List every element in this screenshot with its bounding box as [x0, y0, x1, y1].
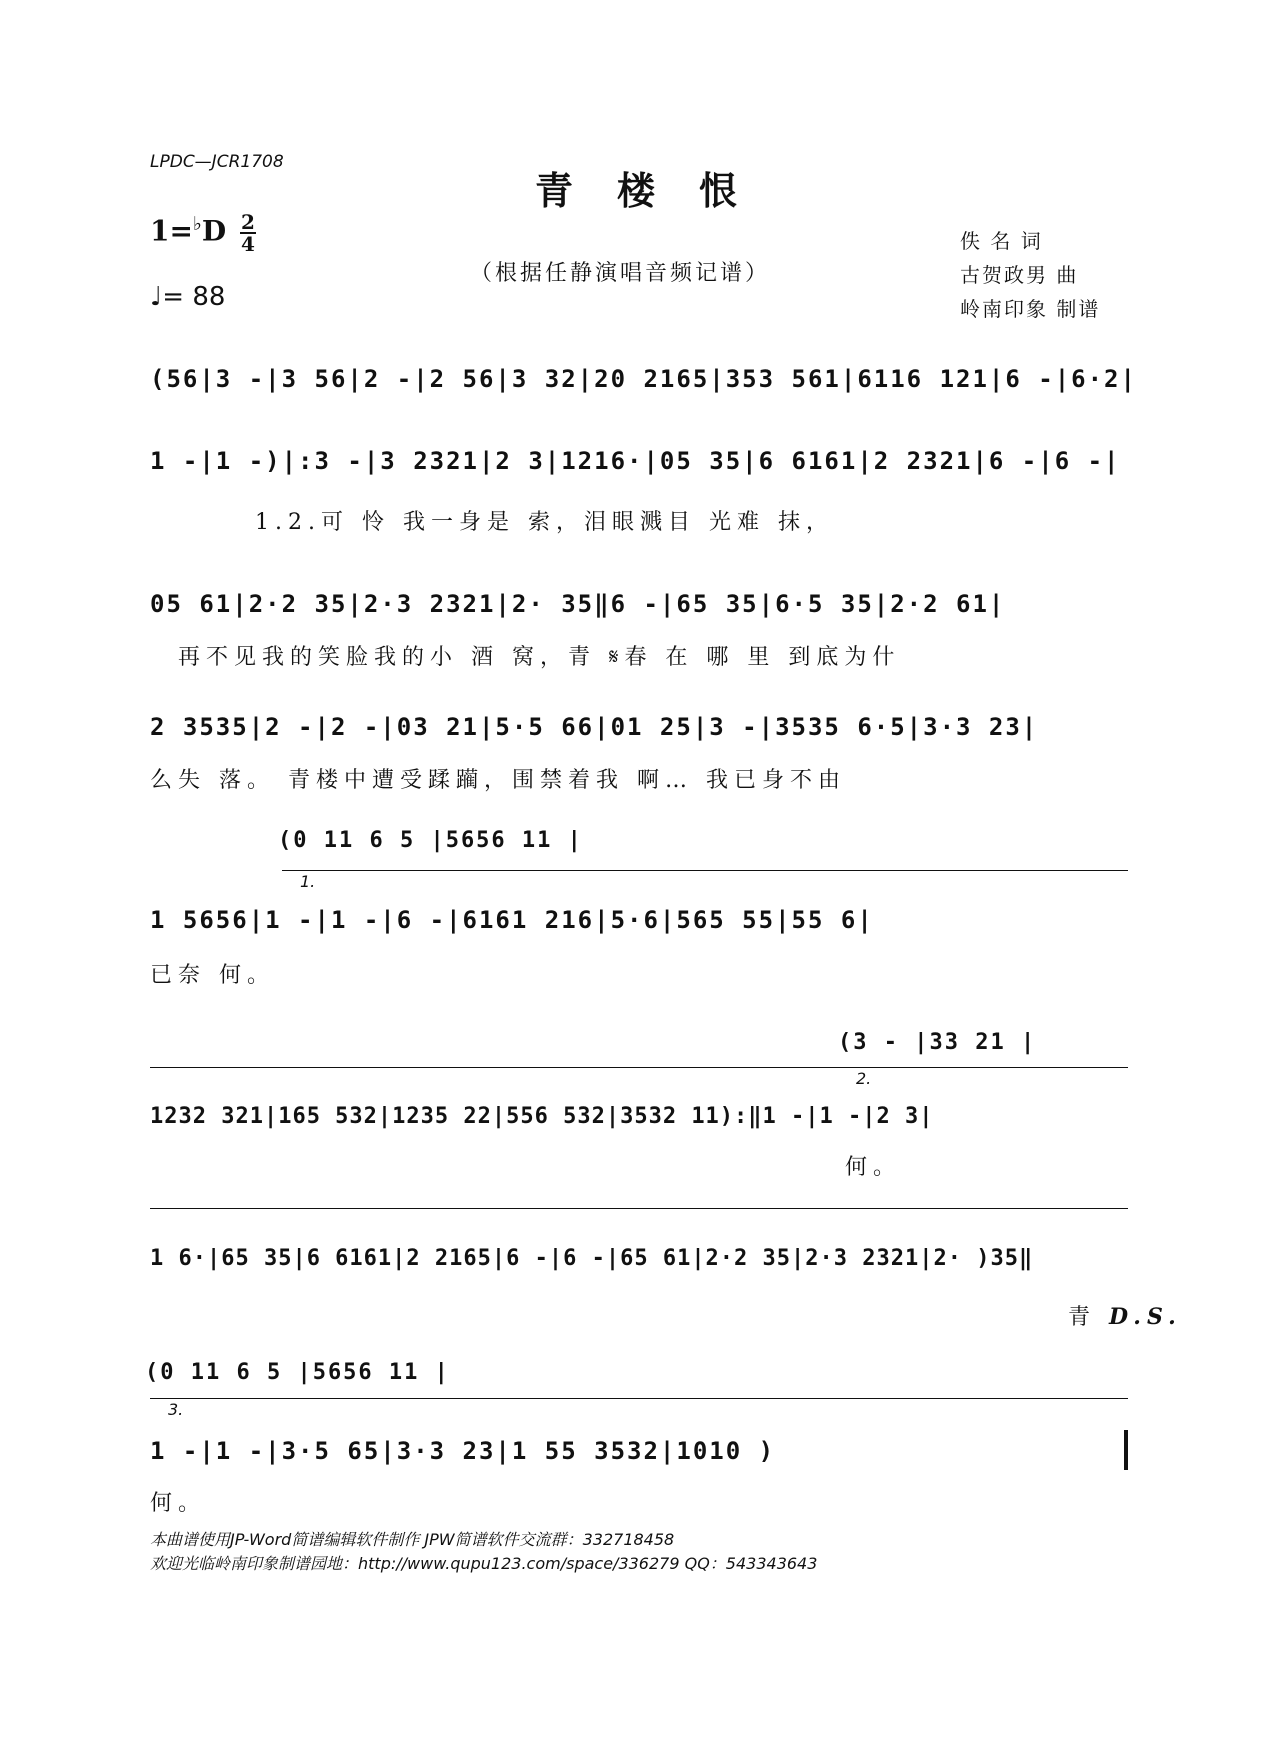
page-title: 青楼恨 — [534, 168, 781, 213]
staff-system-6: 1232 321|165 532|1235 22|556 532|3532 11):‖1 -|1 -|2 3| — [150, 1104, 934, 1129]
lyric-line-4: 么失 落。 青楼中遭受蹂躏，围禁着我 啊… 我已身不由 — [150, 768, 846, 793]
composer: 古贺政男 曲 — [960, 263, 1079, 287]
arranger: 岭南印象 制谱 — [960, 297, 1101, 321]
volta-label-1: 1. — [300, 872, 316, 891]
meter-bottom: 4 — [240, 232, 255, 256]
lyricist: 佚 名 词 — [960, 229, 1043, 253]
tempo-value: = 88 — [162, 282, 226, 312]
staff-system-3: 05 61|2·2 35|2·3 2321|2· 35‖6 -|65 35|6·5 35|2·2 61| — [150, 590, 1006, 618]
key-prefix: 1= — [150, 214, 193, 248]
dal-segno-mark: D.S. — [1109, 1304, 1182, 1330]
final-barline — [1124, 1430, 1128, 1470]
staff-system-1: (56|3 -|3 56|2 -|2 56|3 32|20 2165|353 561|6116 121|6 -|6·2| — [150, 365, 1137, 393]
ossia-line-6: (3 - |33 21 | — [838, 1030, 1037, 1055]
lyric-line-7 — [1068, 1300, 1182, 1331]
subtitle: （根据任静演唱音频记谱） — [470, 261, 771, 286]
time-signature — [240, 212, 256, 254]
ossia-line-8: (0 11 6 5 |5656 11 | — [145, 1360, 450, 1385]
score-code: LPDC—JCR1708 — [150, 152, 284, 172]
staff-system-8: 1 -|1 -|3·5 65|3·3 23|1 55 3532|1010 ) — [150, 1437, 776, 1465]
lyric-line-6: 何。 — [845, 1155, 902, 1180]
key-note: D — [201, 214, 227, 248]
lyric-line-5: 已奈 何。 — [150, 963, 275, 988]
flat-sign: ♭ — [192, 213, 202, 236]
meter-top: 2 — [240, 210, 255, 234]
ossia-line-5: (0 11 6 5 |5656 11 | — [278, 828, 583, 853]
staff-system-4: 2 3535|2 -|2 -|03 21|5·5 66|01 25|3 -|3535 6·5|3·3 23| — [150, 713, 1039, 741]
staff-system-5: 1 5656|1 -|1 -|6 -|6161 216|5·6|565 55|55 6| — [150, 906, 874, 934]
lyric-line-2: 1.2.可 怜 我一身是 索，泪眼溅目 光难 抹， — [255, 510, 834, 535]
system-rule-7 — [150, 1208, 1128, 1209]
system-rule-6 — [150, 1067, 1128, 1068]
footer-line-1: 本曲谱使用JP-Word简谱编辑软件制作 JPW简谱软件交流群：332718458 — [150, 1530, 675, 1549]
staff-system-7: 1 6·|65 35|6 6161|2 2165|6 -|6 -|65 61|2·2 35|2·3 2321|2· )35‖ — [150, 1246, 1034, 1271]
volta-bracket-3 — [150, 1398, 1128, 1399]
tempo-marking — [150, 282, 225, 312]
lyric-line-3: 再不见我的笑脸我的小 酒 窝，青 𝄋春 在 哪 里 到底为什 — [178, 645, 901, 670]
volta-label-2: 2. — [856, 1069, 872, 1088]
credits — [960, 224, 1100, 326]
staff-system-2: 1 -|1 -)|:3 -|3 2321|2 3|1216·|05 35|6 6161|2 2321|6 -|6 -| — [150, 447, 1121, 475]
volta-bracket-1 — [282, 870, 1128, 871]
footer-line-2: 欢迎光临岭南印象制谱园地：http://www.qupu123.com/space/336279 QQ：543343643 — [150, 1554, 818, 1573]
lyric-word: 青 — [1068, 1305, 1097, 1330]
lyric-line-8: 何。 — [150, 1491, 207, 1516]
quarter-note-icon: ♩ — [150, 282, 163, 312]
volta-label-3: 3. — [168, 1400, 184, 1419]
key-signature — [150, 212, 256, 254]
